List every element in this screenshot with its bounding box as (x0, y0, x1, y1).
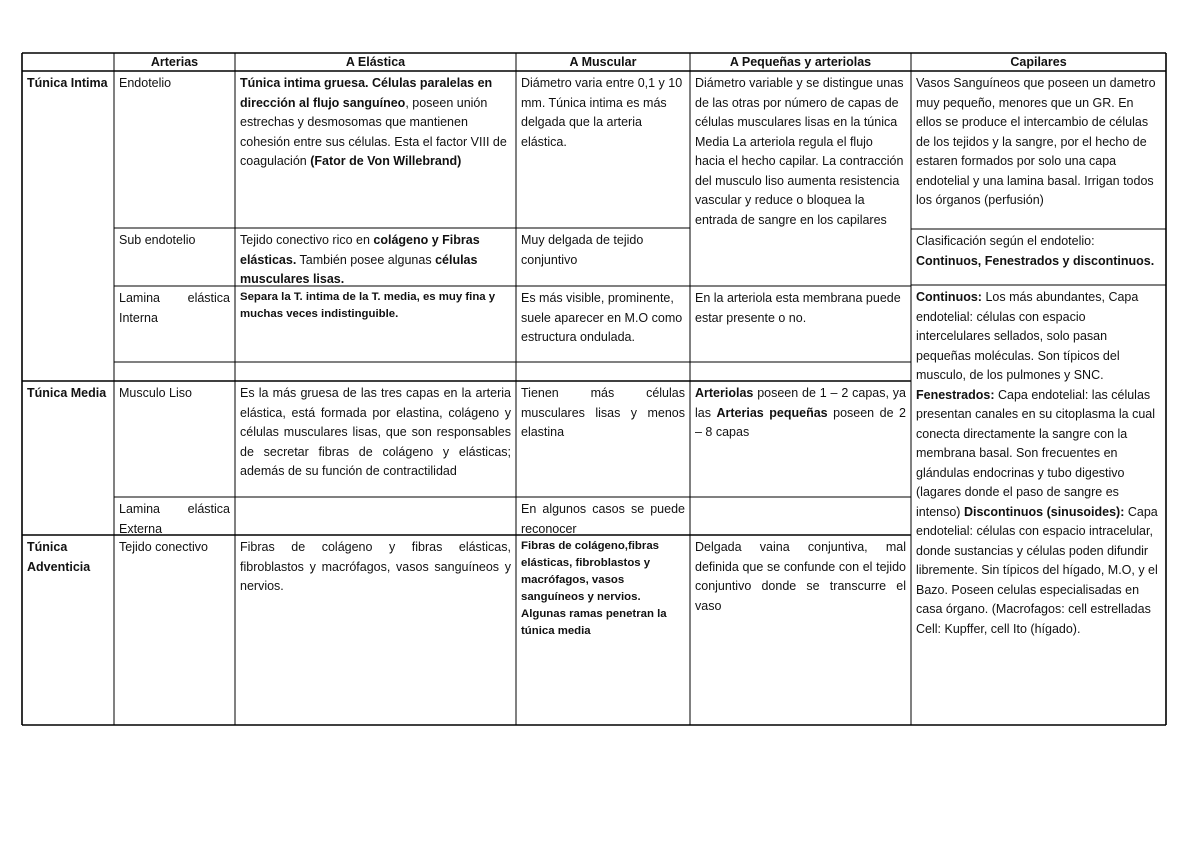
cell-text-run: Discontinuos (sinusoides): (963, 504, 1125, 519)
elastica-cell (235, 71, 516, 228)
column-header: A Pequeñas y arteriolas (729, 55, 872, 69)
muscular-cell (516, 228, 690, 286)
tunica-label: Túnica Intima (27, 76, 108, 90)
muscular-cell (516, 286, 690, 362)
tunica-label: Túnica Media (27, 386, 107, 400)
tunica-label: Túnica Adventicia (27, 540, 91, 574)
cell-text-run: , poseen unión estrechas y desmosomas que mantienen cohesión entre sus células. Esta el factor VIII de coagulación (240, 95, 507, 168)
elastica-cell (235, 286, 516, 362)
arteriolas-cell (690, 286, 911, 362)
cell-text-run: Separa la T. intima de la T. media, es muy fina y muchas veces indistinguible. (240, 291, 496, 320)
cell-text-run: Continuos: (916, 290, 982, 304)
cell-text-run: Túnica intima gruesa. Células paralelas en dirección al flujo sanguíneo (240, 76, 493, 110)
column-header: Capilares (1010, 55, 1067, 69)
cell-text-run: Es más visible, prominente, suele aparecer en M.O como estructura ondulada. (521, 291, 683, 344)
column-header: Arterias (150, 55, 199, 69)
layer-label: Tejido conectivo (119, 540, 208, 554)
layer-label: Endotelio (119, 76, 172, 90)
cell-text-run: células musculares lisas. (240, 252, 478, 286)
arteriolas-cell (690, 381, 911, 497)
column-header: A Muscular (569, 55, 637, 69)
arteriolas-cell (690, 535, 911, 725)
elastica-cell (235, 497, 516, 535)
cell-text-run: Fibras de colágeno,fibras elásticas, fibroblastos y macrófagos, vasos sanguíneos y nervios. Algunas ramas penetran la túnica media (521, 540, 667, 637)
cell-text-run: Tejido conectivo rico en (240, 233, 374, 247)
elastica-cell (235, 381, 516, 497)
cell-text-run: Vasos Sanguíneos que poseen un dametro muy pequeño, menores que un GR. En ellos se produce el intercambio de células de los tejidos y la sangre, por el hecho de estaren formados por solo una capa endotelial y una lamina basal. Irrigan todos los órganos (perfusión) (916, 76, 1156, 207)
cell-text-run: Diámetro varia entre 0,1 y 10 mm. Túnica intima es más delgada que la arteria elástica. (521, 76, 683, 149)
layer-label: Sub endotelio (119, 233, 196, 247)
muscular-cell (516, 381, 690, 497)
cell-text-run: Fibras de colágeno y fibras elásticas, fibroblastos y macrófagos, vasos sanguíneos y nervios. (240, 540, 511, 593)
layer-label: Lamina elástica Interna (119, 291, 230, 325)
cell-text-run: Muy delgada de tejido conjuntivo (521, 233, 644, 267)
cell-text-run: Arterias pequeñas (716, 405, 828, 420)
cell-text-run: También posee algunas (296, 252, 436, 267)
cell-text-run: Los más abundantes, Capa endotelial: células con espacio intercelulares sellados, solo pasan pequeñas moléculas. Son típicos del musculo, de los pulmones y SNC. (916, 290, 1139, 382)
capilares-cell (911, 285, 1166, 725)
cell-text-run: Delgada vaina conjuntiva, mal definida que se confunde con el tejido conjuntivo donde se transcurre el vaso (695, 540, 906, 613)
elastica-cell (235, 535, 516, 725)
cell-text-run: Fenestrados: (916, 387, 995, 402)
capilares-cell (911, 71, 1166, 229)
layer-label: Lamina elástica Externa (119, 502, 230, 535)
cell-text-run: En algunos casos se puede reconocer (521, 502, 685, 535)
cell-text-run: Clasificación según el endotelio: (916, 234, 1095, 248)
cell-text-run: Arteriolas (695, 386, 754, 400)
cell-text-run: poseen de 2 – 8 capas (695, 405, 906, 439)
cell-text-run: Continuos, Fenestrados y discontinuos. (916, 253, 1155, 268)
arteriolas-cell (690, 71, 911, 286)
cell-text-run: colágeno y Fibras elásticas. (240, 233, 480, 267)
column-header: A Elástica (345, 55, 406, 69)
cell-text-run: (Fator de Von Willebrand) (310, 154, 462, 168)
cell-text-run: Es la más gruesa de las tres capas en la arteria elástica, está formada por elastina, colágeno y células musculares lisas, que son responsables de secretar fibras de colágeno y elásticas; además de su función de contractilidad (240, 386, 511, 478)
muscular-cell (516, 497, 690, 535)
cell-text-run: Capa endotelial: las células presentan canales en su citoplasma la cual conecta directamente la sangre con la membrana basal. Son frecuentes en glándulas endocrinas y tubo digestivo (lagares donde el paso de sangre es intenso) (916, 387, 1156, 519)
cell-text-run: Capa endotelial: células con espacio intracelular, donde sustancias y células poden difundir libremente. Sin típicos del hígado, M.O, y el Bazo. Poseen celulas especialisadas en casa órgano. (Macrofagos: cell estrelladas Cell: Kupffer, cell Ito (hígado). (916, 504, 1158, 636)
elastica-cell (235, 228, 516, 286)
layer-label: Musculo Liso (119, 386, 192, 400)
cell-text-run: Diámetro variable y se distingue unas de las otras por número de capas de células musculares lisas en la túnica Media La arteriola regula el flujo hacia el hecho capilar. La contracción del musculo liso aumenta resistencia vascular y reduce o bloquea la entrada de sangre en los capilares (695, 76, 904, 227)
cell-text-run: Tienen más células musculares lisas y menos elastina (521, 386, 685, 439)
cell-text-run: poseen de 1 – 2 capas, ya las (695, 386, 906, 420)
cell-text-run: En la arteriola esta membrana puede estar presente o no. (695, 291, 901, 325)
muscular-cell (516, 535, 690, 725)
capilares-cell (911, 229, 1166, 285)
arteriolas-cell (690, 497, 911, 535)
muscular-cell (516, 71, 690, 228)
